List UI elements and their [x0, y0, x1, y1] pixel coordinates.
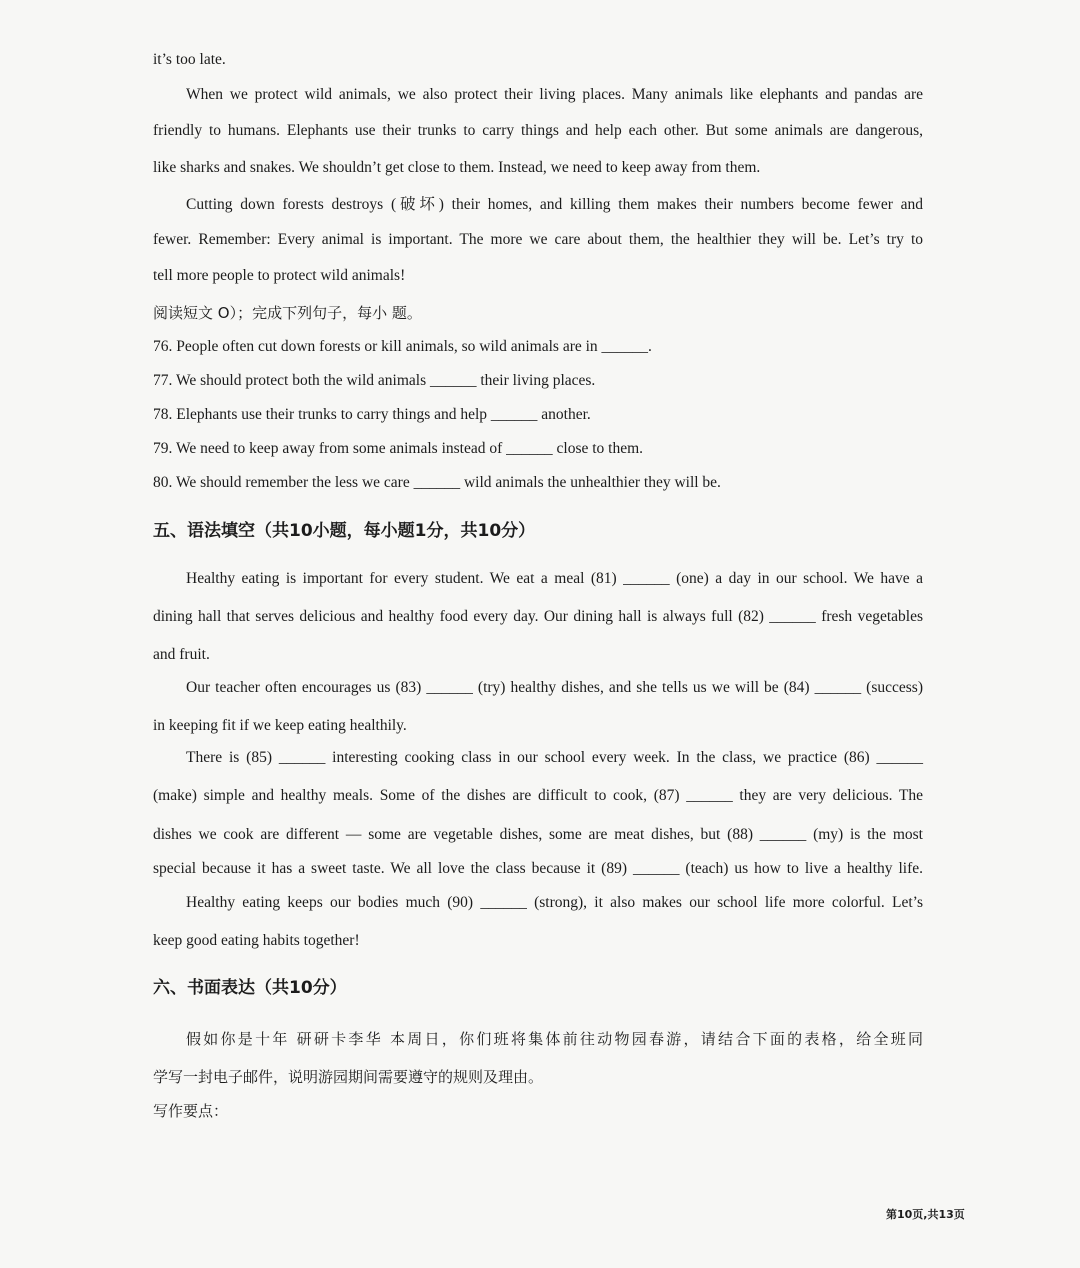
section-5-heading: 五、语法填空（共10小题，每小题1分，共10分）	[153, 521, 536, 541]
question-77: 77. We should protect both the wild animals ______ their living places.	[153, 372, 596, 389]
grammar-text-line: dishes we cook are different — some are vegetable dishes, some are meat dishes, but (88) ______ (my) is the most	[153, 826, 923, 843]
grammar-text-line: in keeping fit if we keep eating healthily.	[153, 717, 407, 734]
grammar-text-line: and fruit.	[153, 646, 210, 663]
reading-text-line: friendly to humans. Elephants use their trunks to carry things and help each other. But some animals are dangerous,	[153, 122, 923, 139]
grammar-text-line: There is (85) ______ interesting cooking class in our school every week. In the class, we practice (86) ______	[186, 749, 923, 766]
grammar-text-line: special because it has a sweet taste. We all love the class because it (89) ______ (teach) us how to live a healthy life.	[153, 860, 923, 877]
question-78: 78. Elephants use their trunks to carry things and help ______ another.	[153, 406, 591, 423]
grammar-text-line: dining hall that serves delicious and healthy food every day. Our dining hall is always full (82) ______ fresh vegetables	[153, 608, 923, 625]
grammar-text-line: (make) simple and healthy meals. Some of the dishes are difficult to cook, (87) ______ they are very delicious. The	[153, 787, 923, 804]
question-80: 80. We should remember the less we care ______ wild animals the unhealthier they will be.	[153, 474, 721, 491]
reading-text-line: tell more people to protect wild animals!	[153, 267, 406, 284]
writing-prompt-line: 学写一封电子邮件，说明游园期间需要遵守的规则及理由。	[153, 1068, 544, 1086]
page-number: 第10页,共13页	[886, 1208, 965, 1221]
reading-text-line: like sharks and snakes. We shouldn’t get close to them. Instead, we need to keep away from them.	[153, 159, 761, 176]
grammar-text-line: Healthy eating keeps our bodies much (90) ______ (strong), it also makes our school life more colorful. Let’s	[186, 894, 923, 911]
reading-text-line: Cutting down forests destroys (破坏) their homes, and killing them makes their numbers become fewer and	[186, 196, 923, 213]
grammar-text-line: Our teacher often encourages us (83) ______ (try) healthy dishes, and she tells us we will be (84) ______ (success)	[186, 679, 923, 696]
grammar-text-line: keep good eating habits together!	[153, 932, 360, 949]
writing-prompt-line: 假如你是十年 研研卡李华 本周日，你们班将集体前往动物园春游，请结合下面的表格，给全班同	[186, 1030, 923, 1048]
question-79: 79. We need to keep away from some animals instead of ______ close to them.	[153, 440, 644, 457]
reading-instruction: 阅读短文 O）；完成下列句子，每小 题。	[153, 304, 422, 322]
reading-text-line: fewer. Remember: Every animal is important. The more we care about them, the healthier they will be. Let’s try to	[153, 231, 923, 248]
question-76: 76. People often cut down forests or kill animals, so wild animals are in ______.	[153, 338, 652, 355]
reading-text-line: When we protect wild animals, we also protect their living places. Many animals like elephants and pandas are	[186, 86, 923, 103]
writing-points-label: 写作要点：	[153, 1102, 229, 1120]
section-6-heading: 六、书面表达（共10分）	[153, 978, 347, 998]
grammar-text-line: Healthy eating is important for every student. We eat a meal (81) ______ (one) a day in our school. We have a	[186, 570, 923, 587]
reading-text-line: it’s too late.	[153, 51, 226, 68]
